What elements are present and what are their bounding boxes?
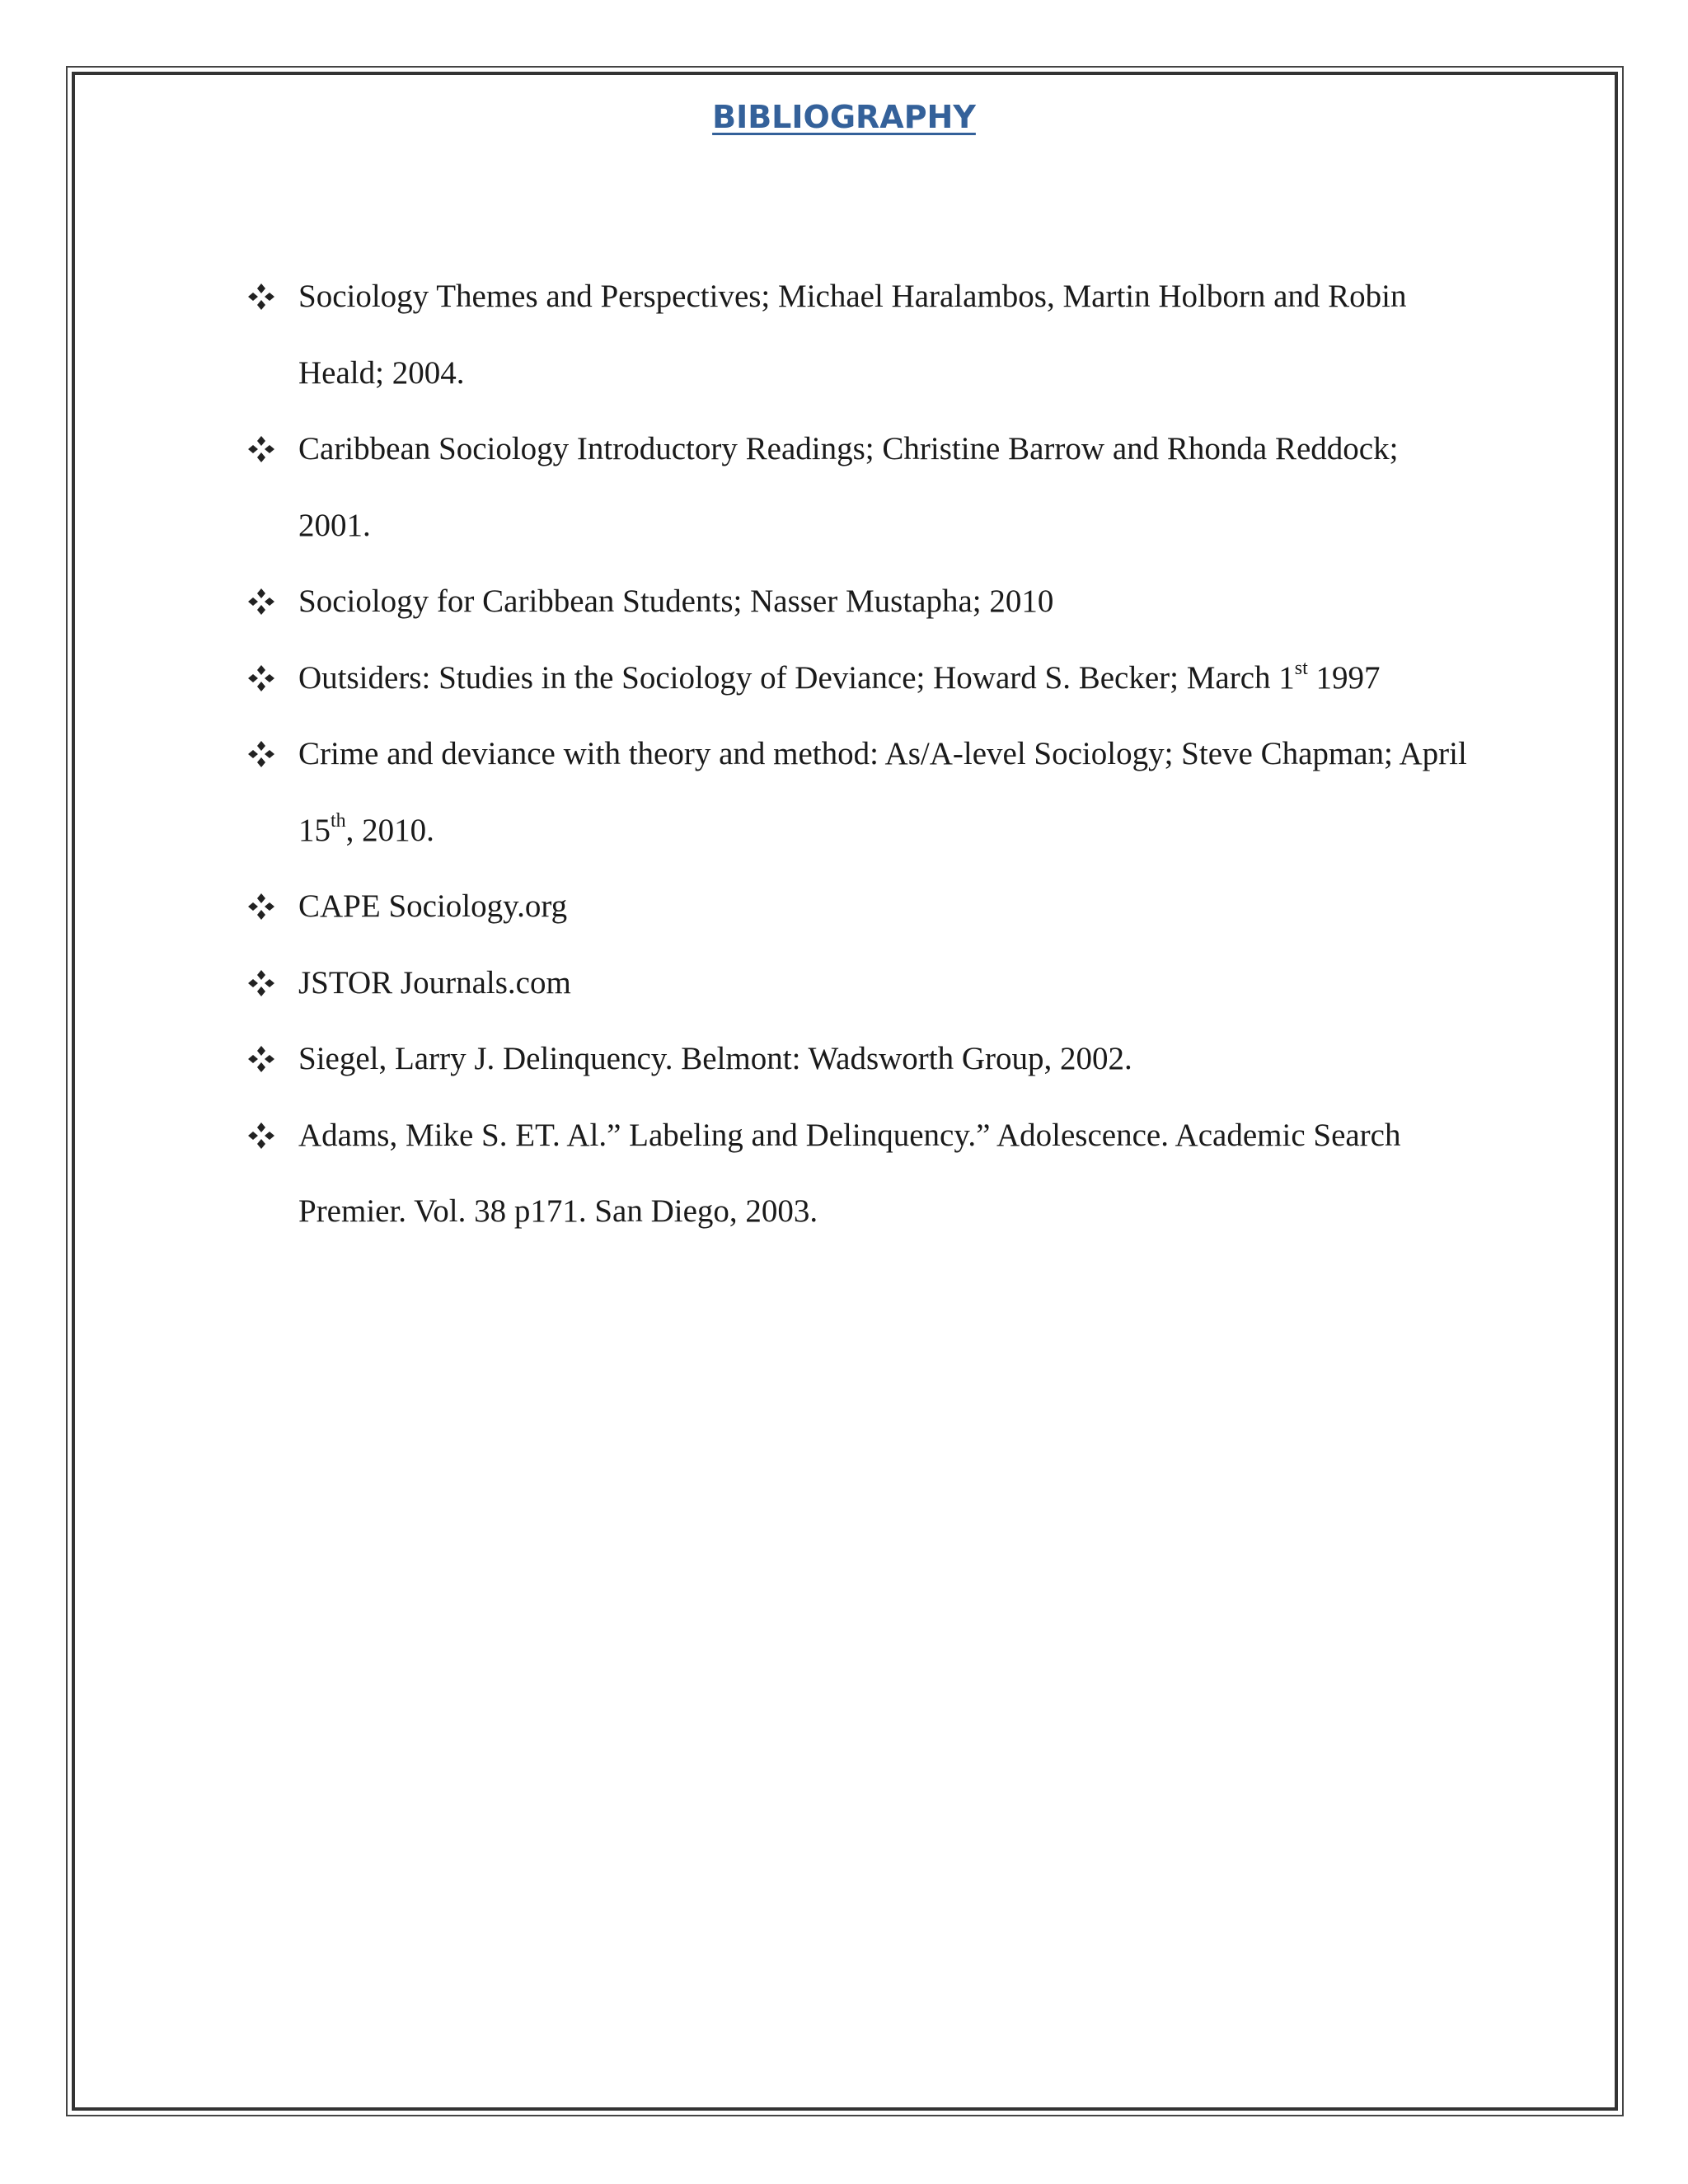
- bibliography-entry-text: Crime and deviance with theory and method: As/A-level Sociology; Steve Chapman; April 15: [298, 736, 1467, 848]
- page-title: [0, 99, 1688, 135]
- bibliography-entry-text: Siegel, Larry J. Delinquency. Belmont: Wadsworth Group, 2002.: [298, 1041, 1132, 1076]
- bibliography-entry-text: Outsiders: Studies in the Sociology of Deviance; Howard S. Becker; March 1: [298, 659, 1295, 696]
- four-diamond-bullet-icon: [247, 1021, 280, 1098]
- bibliography-entry-text: CAPE Sociology.org: [298, 888, 568, 924]
- bibliography-entry-2: [247, 411, 1467, 564]
- bibliography-list: [247, 259, 1467, 1250]
- page-title-text: BIBLIOGRAPHY: [712, 99, 976, 135]
- bibliography-entry-9: [247, 1098, 1467, 1250]
- bibliography-entry-8: [247, 1021, 1467, 1098]
- four-diamond-bullet-icon: [247, 1098, 280, 1174]
- bibliography-entry-1: [247, 259, 1467, 411]
- bibliography-entry-text: Adams, Mike S. ET. Al.” Labeling and Delinquency.” Adolescence. Academic Search Premier. Vol. 38 p171. San Diego, 2003.: [298, 1117, 1401, 1229]
- four-diamond-bullet-icon: [247, 945, 280, 1022]
- four-diamond-bullet-icon: [247, 869, 280, 945]
- bibliography-entry-text: JSTOR Journals.com: [298, 964, 571, 1001]
- bibliography-entry-4: [247, 640, 1467, 717]
- bibliography-entry-3: [247, 564, 1467, 640]
- bibliography-entry-text-after: 1997: [1307, 659, 1381, 696]
- four-diamond-bullet-icon: [247, 259, 280, 335]
- bibliography-entry-text-after: , 2010.: [345, 812, 434, 848]
- bibliography-entry-text: Caribbean Sociology Introductory Readings; Christine Barrow and Rhonda Reddock; 2001.: [298, 431, 1399, 543]
- bibliography-entry-5: [247, 716, 1467, 869]
- four-diamond-bullet-icon: [247, 716, 280, 793]
- bibliography-entry-text: Sociology for Caribbean Students; Nasser Mustapha; 2010: [298, 583, 1054, 619]
- four-diamond-bullet-icon: [247, 564, 280, 640]
- four-diamond-bullet-icon: [247, 640, 280, 717]
- bibliography-entry-text: Sociology Themes and Perspectives; Michael Haralambos, Martin Holborn and Robin Heald; 2004.: [298, 279, 1407, 391]
- superscript-ordinal: st: [1294, 657, 1308, 679]
- superscript-ordinal: th: [331, 809, 346, 832]
- four-diamond-bullet-icon: [247, 411, 280, 488]
- bibliography-entry-7: [247, 945, 1467, 1022]
- bibliography-entry-6: [247, 869, 1467, 945]
